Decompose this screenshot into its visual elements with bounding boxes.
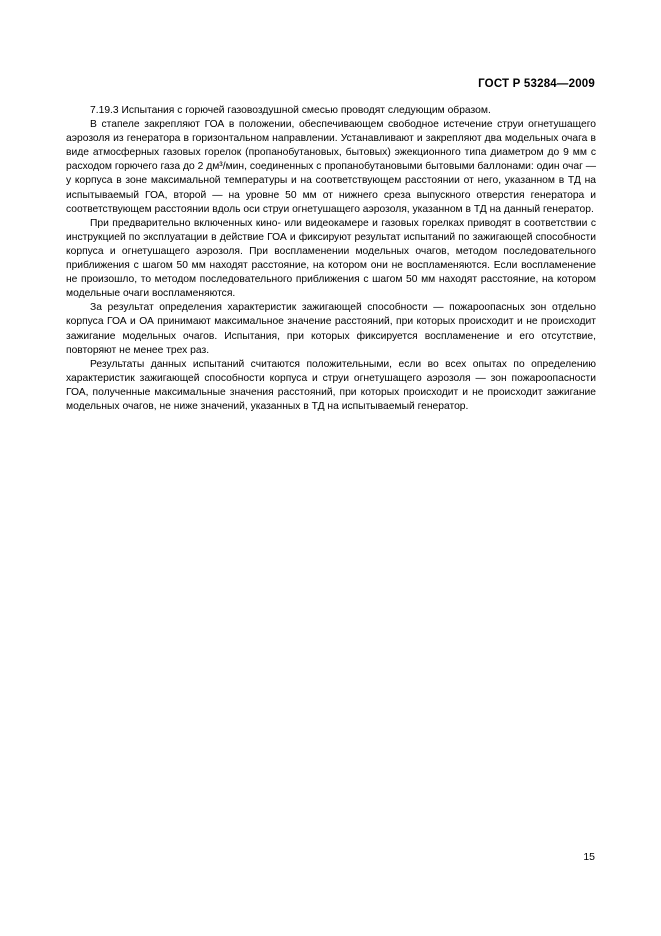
page-number: 15 [583,851,595,863]
paragraph-conclusion: Результаты данных испытаний считаются положительными, если во всех опытах по определению характеристик зажигающей способности корпуса и струи огнетушащего аэрозоля — зон пожароопасности ГОА, полученные максимальные значения расстояний, при которых происходит и не происходит зажигание модельных очагов, не ниже значений, указанных в ТД на испытываемый генератор. [66,358,596,412]
paragraph-procedure: При предварительно включенных кино- или видеокамере и газовых горелках приводят в соответствии с инструкцией по эксплуатации в действие ГОА и фиксируют результат испытаний по зажигающей способности корпуса и огнетушащего аэрозоля. При воспламенении модельных очагов, методом последовательного приближения с шагом 50 мм находят расстояние, на котором они не воспламеняются. Если воспламенение не произошло, то методом последовательного приближения с шагом 50 мм находят расстояние, на котором модельные очаги воспламеняются. [66,217,596,300]
document-body [66,104,596,414]
paragraph-clause-7-19-3: 7.19.3 Испытания с горючей газовоздушной смесью проводят следующим образом. [90,105,491,116]
standard-header: ГОСТ Р 53284—2009 [478,78,595,90]
paragraph-results-criteria: За результат определения характеристик зажигающей способности — пожароопасных зон отдельно корпуса ГОА и ОА принимают максимальное значение расстояний, при которых происходит и не происходит зажигание модельных очагов. Испытания, при которых фиксируется воспламенение и его отсутствие, повторяют не менее трех раз. [66,302,596,356]
paragraph-setup: В стапеле закрепляют ГОА в положении, обеспечивающем свободное истечение струи огнетушащего аэрозоля из генератора в горизонтальном направлении. Устанавливают и закрепляют два модельных очага в виде атмосферных газовых горелок (пропанобутановых, бытовых) эжекционного типа диаметром до 9 мм с расходом горючего газа до 2 дм³/мин, соединенных с пропанобутановыми бытовыми баллонами: один очаг — у корпуса в зоне максимальной температуры и на соответствующем расстоянии от него, указанном в ТД на испытываемый ГОА, второй — на уровне 50 мм от нижнего среза выпускного отверстия генератора и соответствующем расстоянии вдоль оси струи огнетушащего аэрозоля, указанном в ТД на данный генератор. [66,119,596,215]
